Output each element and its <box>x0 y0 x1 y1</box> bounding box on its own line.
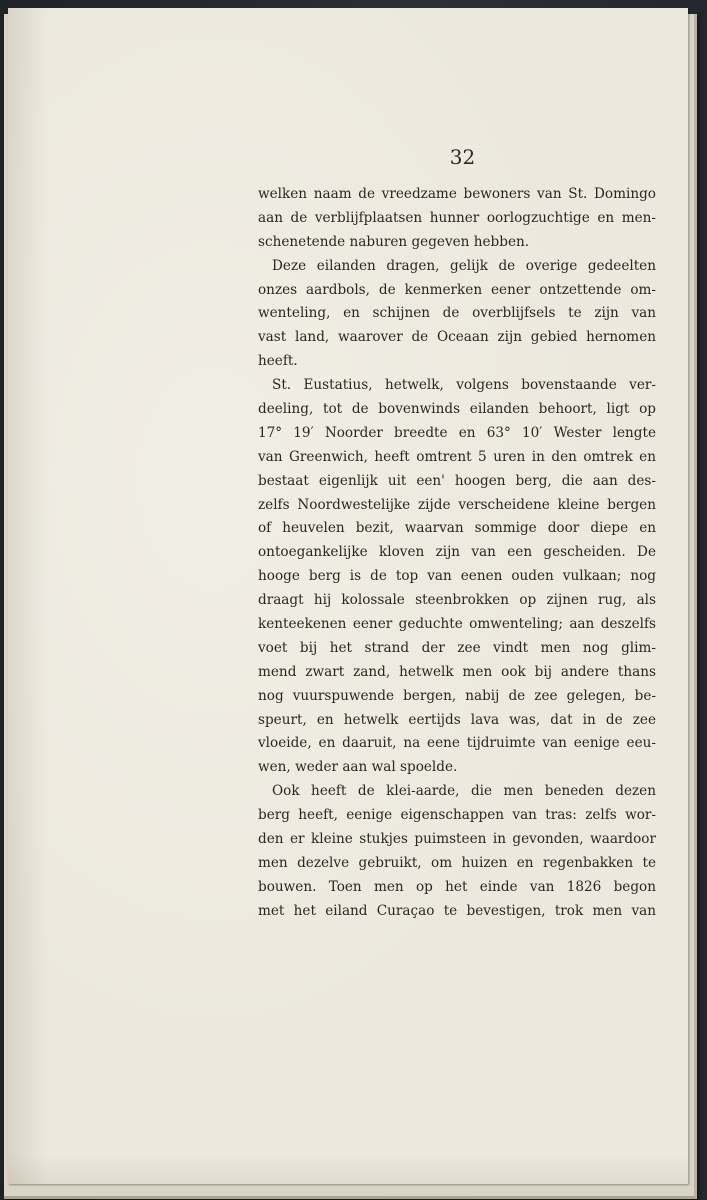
text-line: men dezelve gebruikt, om huizen en regenbakken te <box>258 854 656 871</box>
text-line: onzes aardbols, de kenmerken eener ontzettende om- <box>258 281 656 298</box>
text-line: zelfs Noordwestelijke zijde verscheidene kleine bergen <box>258 496 656 513</box>
text-line: deeling, tot de bovenwinds eilanden behoort, ligt op <box>258 401 656 418</box>
text-line: draagt hij kolossale steenbrokken op zijnen rug, als <box>258 592 656 609</box>
text-line: met het eiland Curaçao te bevestigen, trok men van <box>258 902 656 919</box>
text-line: heeft. <box>258 353 298 370</box>
text-line: aan de verblijfplaatsen hunner oorlogzuchtige en men- <box>258 209 656 226</box>
text-line: Ook heeft de klei-aarde, die men beneden dezen <box>272 783 656 800</box>
text-line: speurt, en hetwelk eertijds lava was, dat in de zee <box>258 711 656 728</box>
text-line: vast land, waarover de Oceaan zijn gebied hernomen <box>258 329 656 346</box>
text-line: wenteling, en schijnen de overblijfsels te zijn van <box>258 305 656 322</box>
text-line: St. Eustatius, hetwelk, volgens bovenstaande ver- <box>272 377 656 394</box>
text-line: welken naam de vreedzame bewoners van St. Domingo <box>258 186 656 202</box>
text-line: vloeide, en daaruit, na eene tijdruimte van eenige eeu- <box>258 735 656 752</box>
text-line: kenteekenen eener geduchte omwenteling; aan deszelfs <box>258 616 656 633</box>
text-line: wen, weder aan wal spoelde. <box>258 759 458 776</box>
text-line: ontoegankelijke kloven zijn van een gescheiden. De <box>258 544 656 561</box>
text-line: bestaat eigenlijk uit een' hoogen berg, die aan des- <box>258 472 656 489</box>
text-line: 17° 19′ Noorder breedte en 63° 10′ Wester lengte <box>258 424 656 441</box>
text-line: Deze eilanden dragen, gelijk de overige gedeelten <box>272 257 656 274</box>
text-line: van Greenwich, heeft omtrent 5 uren in den omtrek en <box>258 448 656 465</box>
text-line: berg heeft, eenige eigenschappen van tras: zelfs wor- <box>258 807 656 824</box>
text-line: schenetende naburen gegeven hebben. <box>258 233 530 250</box>
text-line: mend zwart zand, hetwelk men ook bij andere thans <box>258 663 656 680</box>
page-number: 32 <box>449 145 476 169</box>
text-line: nog vuurspuwende bergen, nabij de zee gelegen, be- <box>258 687 656 704</box>
body-text <box>258 183 656 924</box>
text-line: voet bij het strand der zee vindt men nog glim- <box>258 639 656 656</box>
text-line: of heuvelen bezit, waarvan sommige door diepe en <box>258 520 656 537</box>
text-line: den er kleine stukjes puimsteen in gevonden, waardoor <box>258 831 656 848</box>
text-line: bouwen. Toen men op het einde van 1826 begon <box>258 878 656 895</box>
text-line: hooge berg is de top van eenen ouden vulkaan; nog <box>258 568 656 585</box>
